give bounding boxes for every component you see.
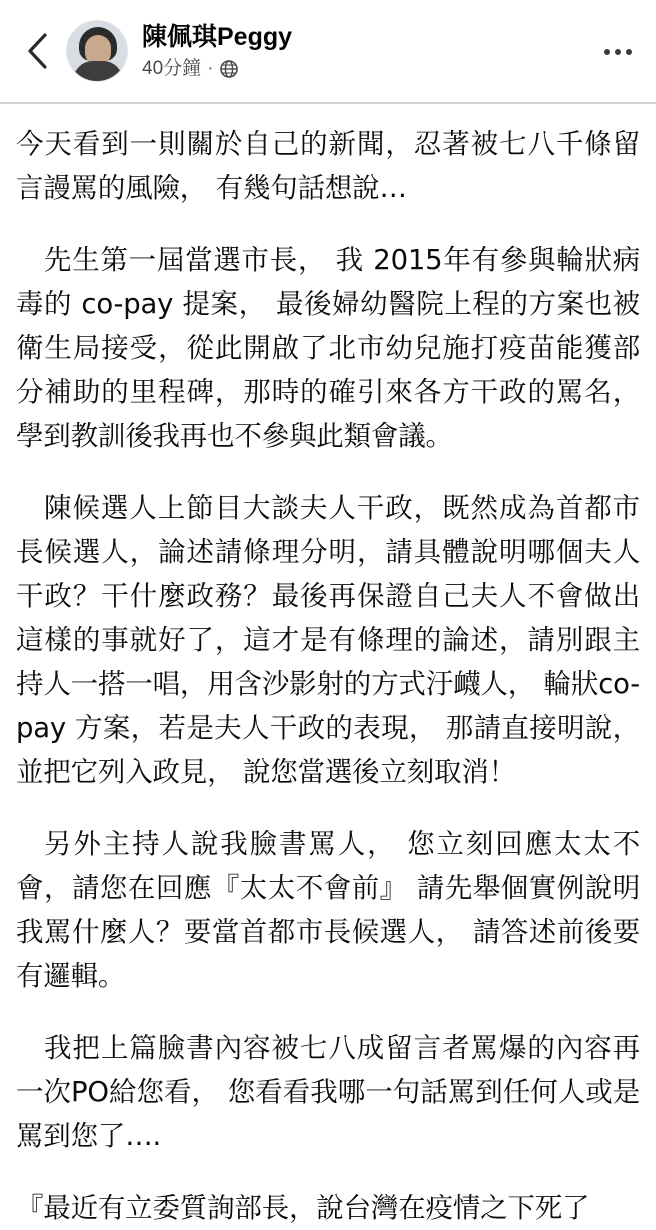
three-dots-icon <box>602 42 635 60</box>
post-paragraph: 『最近有立委質詢部長，說台灣在疫情之下死了 <box>16 1192 590 1224</box>
avatar[interactable] <box>66 20 128 82</box>
post-meta <box>142 58 596 80</box>
chevron-left-icon <box>25 31 51 71</box>
header-text-block <box>142 22 596 80</box>
author-name[interactable]: 陳佩琪Peggy <box>142 23 293 51</box>
post-paragraph: 陳候選人上節目大談夫人干政，既然成為首都市長候選人，論述請條理分明，請具體說明哪個夫人干政？干什麼政務？最後再保證自己夫人不會做出這樣的事就好了，這才是有條理的論述，請別跟主持人一搭一唱，用含沙影射的方式汙衊人， 輪狀co-pay 方案，若是夫人干政的表現， 那請直接明說， 並把它列入政見， 說您當選後立刻取消！ <box>16 492 640 788</box>
meta-separator: · <box>207 58 214 79</box>
post-paragraph: 我把上篇臉書內容被七八成留言者罵爆的內容再一次PO給您看， 您看看我哪一句話罵到任何人或是罵到您了…. <box>16 1032 640 1152</box>
post-header <box>0 0 656 102</box>
more-options-button[interactable] <box>596 29 640 73</box>
post-paragraph: 另外主持人說我臉書罵人， 您立刻回應太太不會，請您在回應『太太不會前』 請先舉個實例說明我罵什麼人？要當首都市長候選人， 請答述前後要有邏輯。 <box>16 828 640 992</box>
post-content <box>0 104 656 1230</box>
timestamp[interactable]: 40分鐘 <box>142 58 202 79</box>
globe-icon <box>219 59 239 79</box>
post-paragraph: 先生第一屆當選市長， 我 2015年有參與輪狀病毒的 co-pay 提案， 最後婦幼醫院上程的方案也被衛生局接受，從此開啟了北市幼兒施打疫苗能獲部分補助的里程碑，那時的確引來各方干政的罵名，學到教訓後我再也不參與此類會議。 <box>16 244 640 452</box>
back-button[interactable] <box>18 27 58 75</box>
post-paragraph: 今天看到一則關於自己的新聞，忍著被七八千條留言謾罵的風險， 有幾句話想說… <box>16 128 640 204</box>
